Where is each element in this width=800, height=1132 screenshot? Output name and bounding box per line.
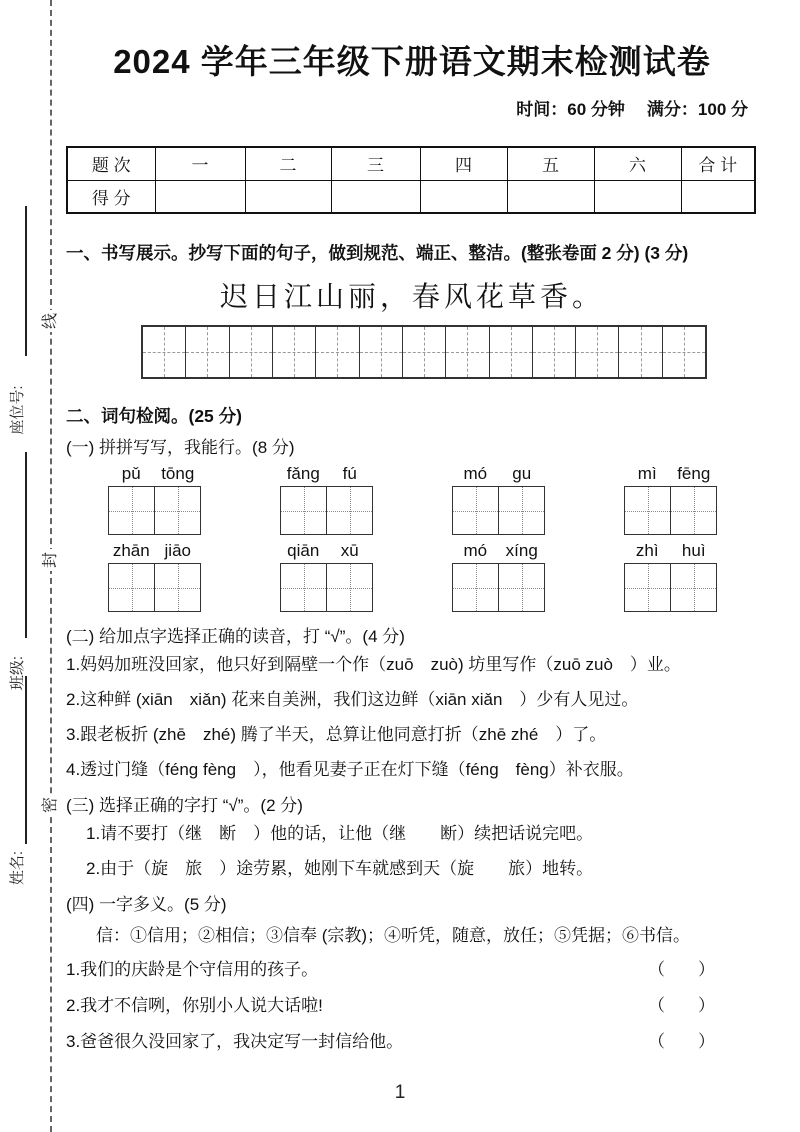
writing-cell [316,327,359,377]
score-header-5: 五 [507,147,594,180]
pinyin-group [108,541,201,612]
score-header-4: 四 [420,147,507,180]
pinyin-syllable: xū [340,541,359,560]
part4-item-1-text: 1.我们的庆龄是个守信用的孩子。 [66,960,319,979]
writing-cell [186,327,229,377]
score-row-label: 得 分 [67,180,155,213]
score-cell [594,180,681,213]
copy-sentence: 迟日江山丽，春风花草香。 [219,282,604,313]
part2-item-4: 4.透过门缝（féng fèng ），他看见妻子正在灯下缝（féng fèng）补衣服。 [66,760,634,779]
pinyin-group [452,464,545,535]
part3-heading: (三) 选择正确的字打 “√”。(2 分) [66,796,303,815]
pinyin-group [108,464,201,535]
seal-char-xian: 线 [40,310,62,332]
section2-heading: 二、词句检阅。(25 分) [66,406,242,426]
pinyin-labels [108,541,201,561]
tianzige-cell [326,487,372,534]
score-header-total: 合 计 [681,147,755,180]
part2-item-2: 2.这种鲜 (xiān xiǎn) 花来自美洲，我们这边鲜（xiān xiǎn ）少有人见过。 [66,690,639,709]
pinyin-answer-box [452,563,545,612]
class-blank-line [25,452,27,638]
score-table-header-row [67,147,755,180]
pinyin-labels [624,541,717,561]
tianzige-cell [453,487,498,534]
part2-item-3: 3.跟老板折 (zhē zhé) 腾了半天，总算让他同意打折（zhē zhé ）了。 [66,725,607,744]
pinyin-row-2 [66,541,758,612]
pinyin-syllable: mó [463,464,488,483]
part2-item-1: 1.妈妈加班没回家，他只好到隔壁一个作（zuō zuò) 坊里写作（zuō zuò ）业。 [66,655,681,674]
score-cell [245,180,331,213]
pinyin-syllable: xíng [505,541,538,560]
pinyin-syllable: pǔ [121,464,141,483]
score-header-2: 二 [245,147,331,180]
pinyin-row-1 [66,464,758,535]
part2-heading: (二) 给加点字选择正确的读音，打 “√”。(4 分) [66,627,405,646]
score-table-score-row [67,180,755,213]
section1-heading: 一、书写展示。抄写下面的句子，做到规范、端正、整洁。(整张卷面 2 分) (3 分) [66,243,689,263]
writing-cell [273,327,316,377]
page-title: 2024 学年三年级下册语文期末检测试卷 [113,43,711,80]
tianzige-cell [670,564,716,611]
tianzige-cell [498,564,544,611]
pinyin-syllable: mó [463,541,488,560]
writing-cell [619,327,662,377]
pinyin-answer-box [624,563,717,612]
exam-time: 时间：60 分钟 [516,100,625,119]
writing-cell [446,327,489,377]
score-header-3: 三 [331,147,420,180]
pinyin-syllable: mì [637,464,657,483]
writing-cell [490,327,533,377]
answer-brackets: （ ） [648,960,723,979]
seat-number-blank-line [25,206,27,356]
score-header-1: 一 [155,147,245,180]
page-number: 1 [394,1082,406,1103]
pinyin-answer-box [108,563,201,612]
exam-meta [66,95,758,120]
score-cell [155,180,245,213]
part4-item-2-text: 2.我才不信咧，你别小人说大话啦! [66,996,323,1015]
part1-heading: (一) 拼拼写写，我能行。(8 分) [66,438,295,457]
pinyin-syllable: zhì [635,541,659,560]
pinyin-group [452,541,545,612]
score-cell [507,180,594,213]
pinyin-syllable: fēng [677,464,711,483]
writing-cell [576,327,619,377]
pinyin-syllable: zhān [112,541,150,560]
tianzige-cell [498,487,544,534]
score-cell [420,180,507,213]
part4-item-1 [66,952,758,988]
part4-item-3 [66,1024,758,1060]
tianzige-cell [154,564,200,611]
name-label: 姓名: [9,850,26,886]
pinyin-syllable: qiān [287,541,320,560]
part4-heading: (四) 一字多义。(5 分) [66,895,227,914]
seat-number-label: 座位号: [9,385,26,435]
answer-brackets: （ ） [648,1032,723,1051]
score-header-ti-ci: 题 次 [67,147,155,180]
score-cell [331,180,420,213]
score-table [66,146,756,214]
writing-cell [403,327,446,377]
writing-cell [230,327,273,377]
exam-content [66,0,758,1060]
tianzige-cell [109,487,154,534]
part4-definitions: 信：①信用；②相信；③信奉 (宗教)；④听凭，随意，放任；⑤凭据；⑥书信。 [96,926,691,945]
pinyin-labels [280,464,373,484]
writing-cell [533,327,576,377]
pinyin-syllable: gu [512,464,532,483]
pinyin-labels [108,464,201,484]
seal-char-feng: 封 [40,549,62,571]
pinyin-group [280,541,373,612]
part4-item-2 [66,988,758,1024]
tianzige-cell [625,487,670,534]
part4-item-3-text: 3.爸爸很久没回家了，我决定写一封信给他。 [66,1032,404,1051]
pinyin-labels [624,464,717,484]
writing-cell [360,327,403,377]
exam-total-score: 满分：100 分 [646,100,748,119]
name-blank-line [25,676,27,844]
writing-cell [663,327,705,377]
pinyin-labels [452,464,545,484]
writing-grid [141,325,707,379]
part3-item-1: 1.请不要打（继 断 ）他的话，让他（继 断）续把话说完吧。 [86,824,594,843]
pinyin-answer-box [452,486,545,535]
pinyin-syllable: huì [681,541,706,560]
score-header-6: 六 [594,147,681,180]
tianzige-cell [453,564,498,611]
pinyin-group [624,464,717,535]
writing-cell [143,327,186,377]
pinyin-labels [452,541,545,561]
pinyin-syllable: fǎng [286,464,320,483]
pinyin-answer-box [280,486,373,535]
pinyin-answer-box [624,486,717,535]
pinyin-syllable: jiāo [164,541,191,560]
class-label: 班级: [9,655,26,691]
seal-char-mi: 密 [40,794,62,816]
score-cell [681,180,755,213]
tianzige-cell [670,487,716,534]
tianzige-cell [326,564,372,611]
pinyin-group [280,464,373,535]
tianzige-cell [625,564,670,611]
part3-item-2: 2.由于（旋 旅 ）途劳累，她刚下车就感到天（旋 旅）地转。 [86,859,594,878]
pinyin-labels [280,541,373,561]
pinyin-syllable: tōng [161,464,195,483]
tianzige-cell [281,487,326,534]
tianzige-cell [109,564,154,611]
tianzige-cell [281,564,326,611]
pinyin-syllable: fú [342,464,357,483]
pinyin-answer-box [280,563,373,612]
tianzige-cell [154,487,200,534]
answer-brackets: （ ） [648,996,723,1015]
pinyin-answer-box [108,486,201,535]
pinyin-group [624,541,717,612]
